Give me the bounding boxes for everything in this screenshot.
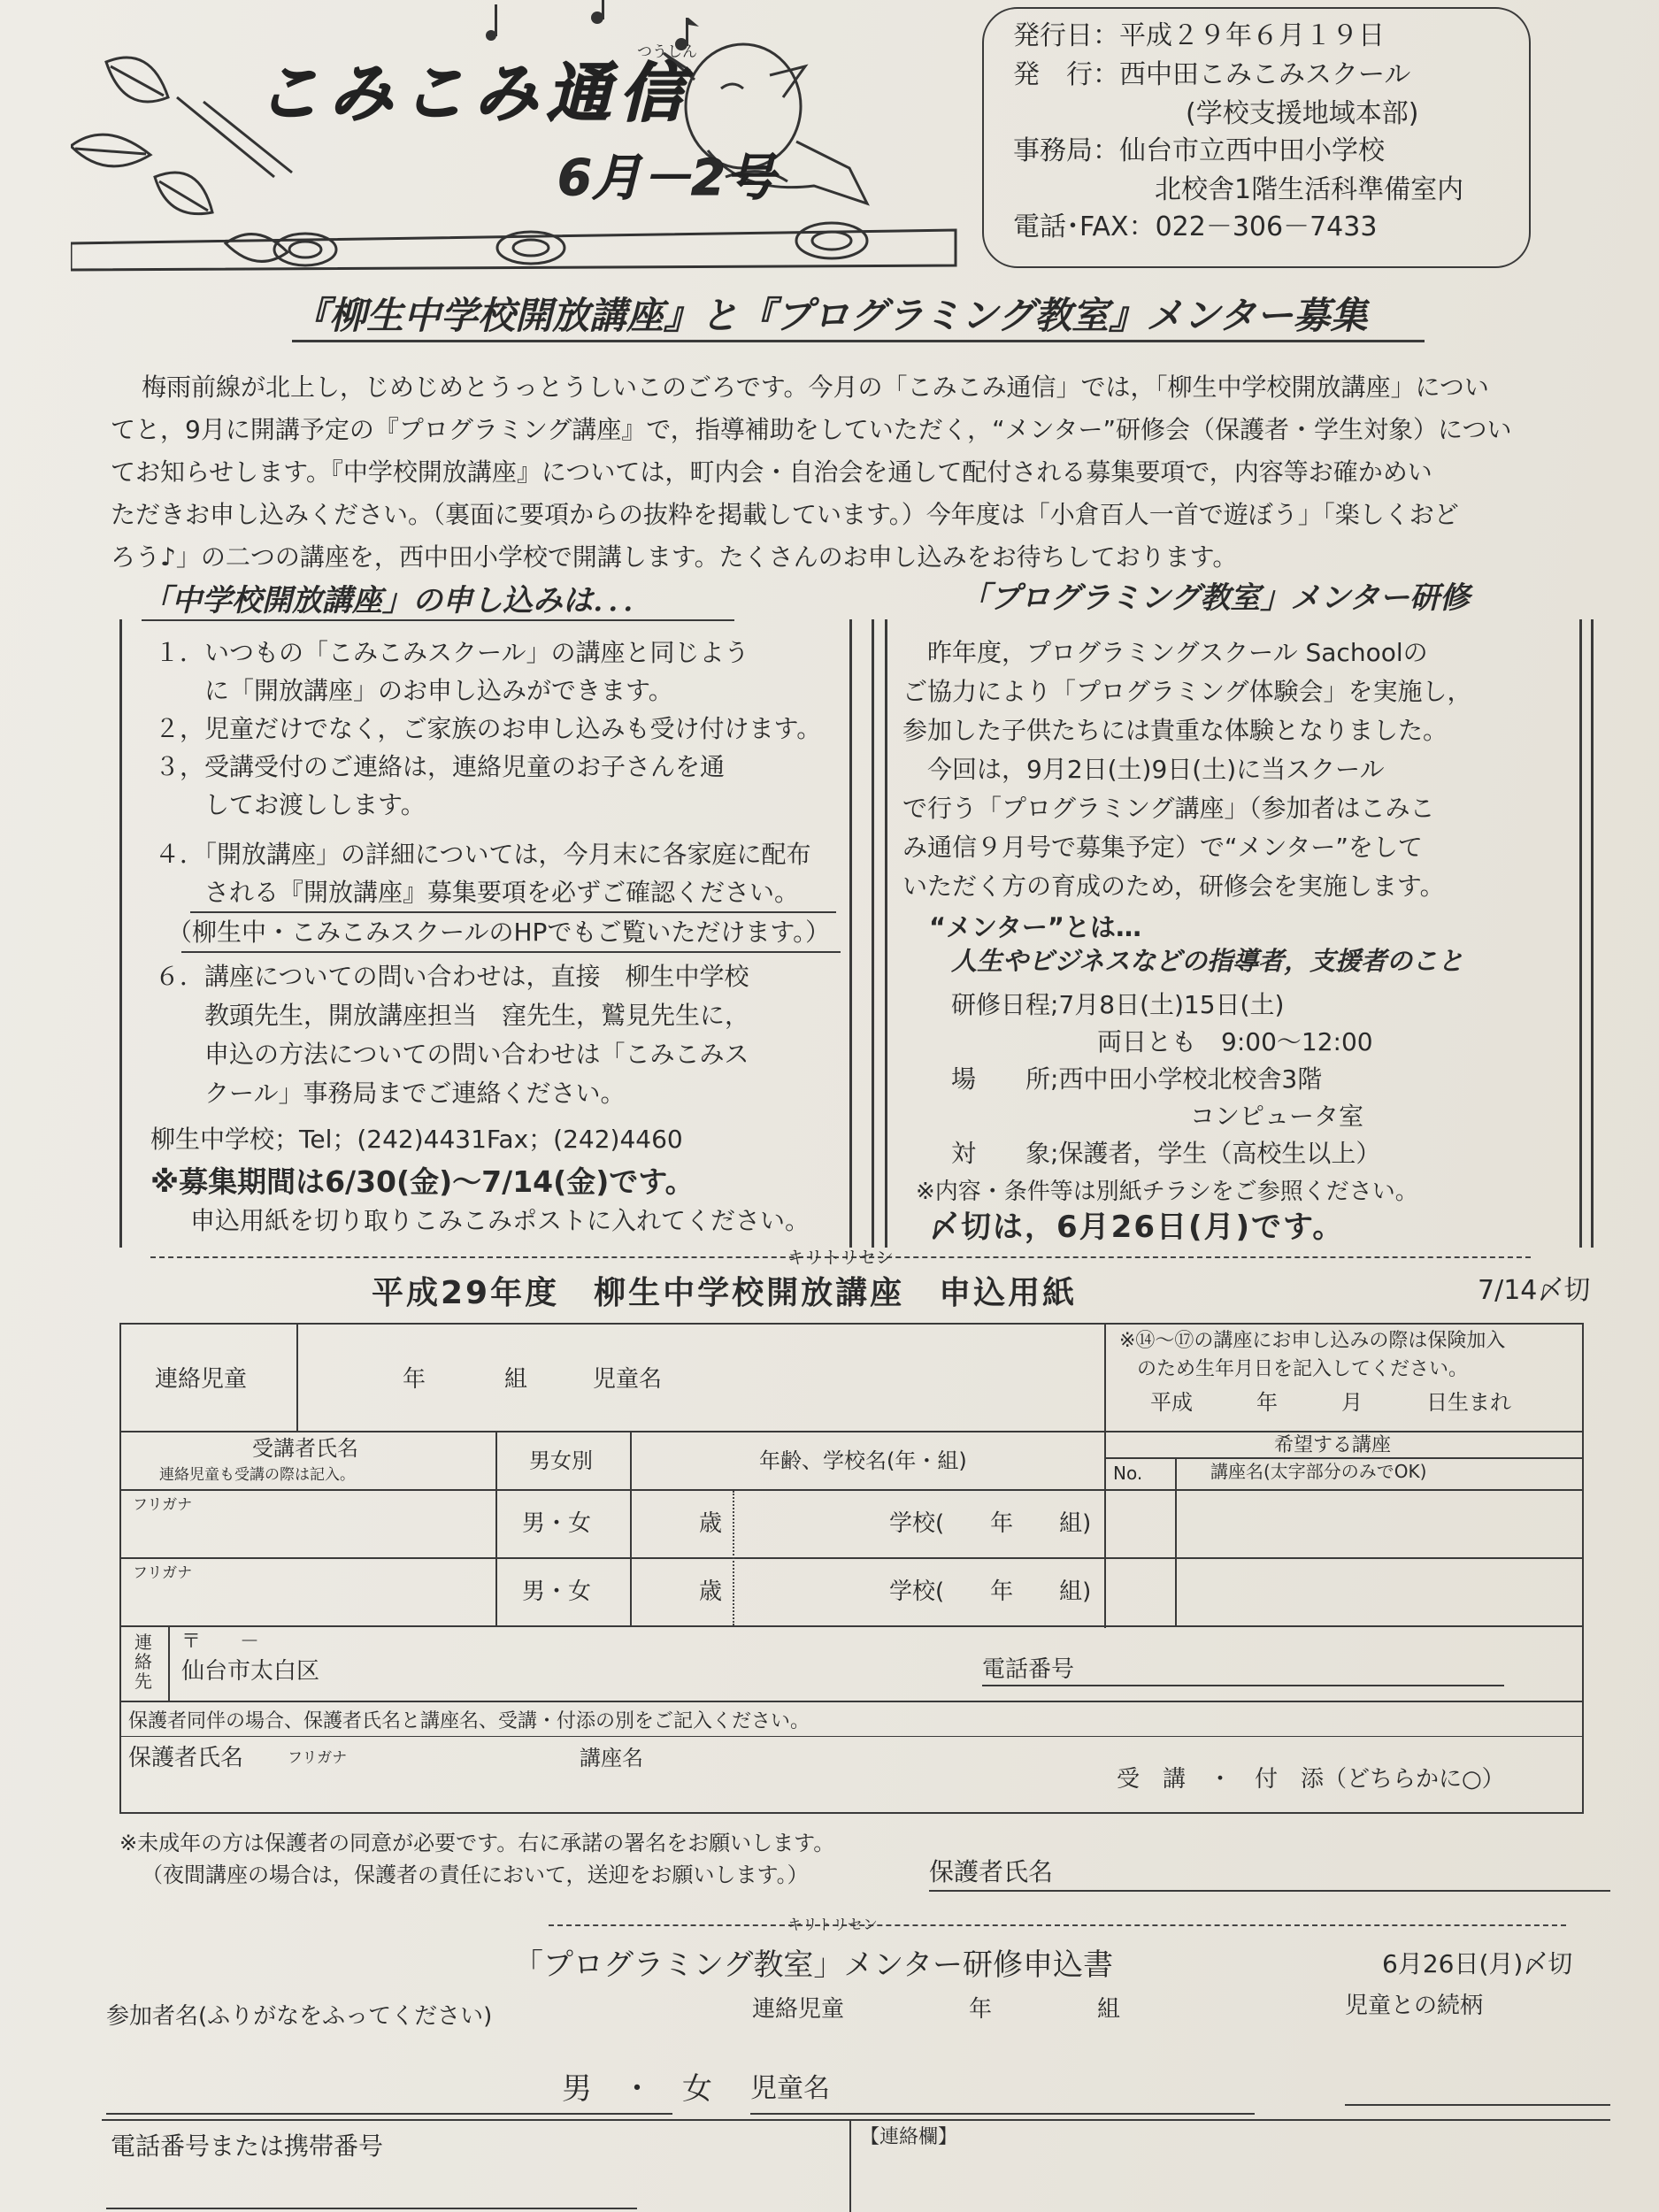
- guardian-note: 保護者同伴の場合、保護者氏名と講座名、受講・付添の別をご記入ください。: [128, 1710, 810, 1732]
- grade-label: 年: [403, 1366, 426, 1393]
- intro-line: ただきお申し込みください。（裏面に要項からの抜粋を掲載しています。）今年度は「小倉百人一首で遊ぼう」「楽しくおど: [111, 500, 1459, 529]
- relation-label: 児童との続柄: [1345, 1993, 1484, 2019]
- office-sub: 北校舎1階生活科準備室内: [1155, 174, 1464, 205]
- left-line: 申込の方法についての問い合わせは「こみこみス: [155, 1040, 749, 1069]
- consent-signature-line[interactable]: [929, 1890, 1610, 1892]
- contact-child-label: 連絡児童: [752, 1996, 845, 2023]
- gender-choice[interactable]: 男・女: [522, 1510, 592, 1537]
- cut-line-label: キリトリセン: [787, 1916, 878, 1934]
- relation-line[interactable]: [1345, 2104, 1610, 2106]
- grid-line: [630, 1431, 632, 1625]
- phone-label: 電話番号: [982, 1656, 1075, 1683]
- grid-line: [1104, 1323, 1106, 1628]
- phone-underline: [982, 1685, 1504, 1686]
- school-field[interactable]: 学校( 年 組): [889, 1510, 1092, 1537]
- training-place: 場 所;西中田小学校北校舎3階: [951, 1064, 1323, 1094]
- birthdate-field[interactable]: 平成 年 月 日生まれ: [1150, 1390, 1511, 1415]
- right-line: 昨年度，プログラミングスクール Sachoolの: [902, 638, 1428, 667]
- right-column-border: [1579, 619, 1582, 1248]
- school-field[interactable]: 学校( 年 組): [889, 1578, 1092, 1605]
- left-line: ６．講座についての問い合わせは，直接 柳生中学校: [155, 962, 749, 991]
- grid-line: [119, 1489, 1584, 1491]
- course-label: 講座名: [580, 1746, 643, 1770]
- office: 事務局：仙台市立西中田小学校: [1013, 135, 1385, 166]
- headline: 『柳生中学校開放講座』と『プログラミング教室』メンター募集: [292, 294, 1368, 337]
- phone-fax: 電話･FAX：022－306－7433: [1013, 211, 1378, 242]
- left-line: ２，児童だけでなく，ご家族のお申し込みも受け付けます。: [155, 714, 822, 743]
- gender-choice[interactable]: 男・女: [522, 1578, 592, 1605]
- header-illustration: [71, 0, 1000, 283]
- intro-line: 梅雨前線が北上し，じめじめとうっとうしいこのごろです。今月の「こみこみ通信」では，「柳生中学校開放講座」につい: [142, 373, 1489, 402]
- grid-line: [119, 1625, 1584, 1627]
- issue-date: 発行日：平成２９年６月１９日: [1013, 20, 1385, 51]
- child-name-label: 児童名: [593, 1366, 663, 1393]
- heading-underline: [142, 619, 734, 621]
- newsletter-title: こみこみ通信: [257, 56, 693, 130]
- right-line: 参加した子供たちには貴重な体験となりました。: [902, 716, 1448, 745]
- mentor-deadline: 〆切は，6月26日(月)です。: [929, 1210, 1345, 1245]
- grid-line: [119, 1557, 1584, 1559]
- grid-line: [296, 1323, 298, 1431]
- postal-field[interactable]: 〒 －: [181, 1631, 260, 1653]
- cut-line: [549, 1924, 1566, 1926]
- underline: [181, 951, 841, 953]
- memo-label: 【連絡欄】: [860, 2126, 958, 2148]
- consent-guardian-label: 保護者氏名: [929, 1857, 1054, 1886]
- grid-line: [119, 1431, 1584, 1432]
- left-column-border: [119, 619, 122, 1248]
- guardian-name-label: 保護者氏名: [128, 1745, 244, 1771]
- consent-note: （夜間講座の場合は，保護者の責任において，送迎をお願いします。）: [142, 1863, 809, 1887]
- form1-title: 平成29年度 柳生中学校開放講座 申込用紙: [372, 1275, 1078, 1311]
- grid-line: [168, 1625, 170, 1701]
- no-header: No.: [1113, 1463, 1143, 1484]
- training-room: コンピュータ室: [1190, 1102, 1364, 1131]
- mentor-heading: 「プログラミング教室」メンター研修: [960, 580, 1470, 616]
- phone-line[interactable]: [106, 2208, 637, 2209]
- contact-child-label: 連絡児童: [155, 1366, 248, 1393]
- form2-deadline: 6月26日(月)〆切: [1382, 1949, 1573, 1978]
- right-column-border: [885, 619, 887, 1248]
- right-line: ご協力により「プログラミング体験会」を実施し，: [902, 677, 1472, 706]
- title-furigana: つうしん: [637, 43, 697, 61]
- age-label: 歳: [699, 1578, 723, 1605]
- grid-line: [102, 2119, 1610, 2121]
- wish-course-header: 希望する講座: [1274, 1434, 1392, 1456]
- attendee-note: 連絡児童も受講の際は記入。: [159, 1466, 355, 1484]
- intro-line: ろう♪」の二つの講座を，西中田小学校で開講します。たくさんのお申し込みをお待ちしております。: [111, 542, 1238, 572]
- left-line: ３，受講受付のご連絡は，連絡児童のお子さんを通: [155, 752, 726, 781]
- child-name-line[interactable]: [750, 2113, 1255, 2115]
- reference-note: ※内容・条件等は別紙チラシをご参照ください。: [916, 1179, 1418, 1205]
- phone-label: 電話番号または携帯番号: [111, 2131, 384, 2161]
- school-contact: 柳生中学校；Tel；(242)4431Fax；(242)4460: [150, 1125, 683, 1154]
- left-line: ４．「開放講座」の詳細については，今月末に各家庭に配布: [155, 840, 811, 869]
- class-label: 組: [1097, 1996, 1121, 2023]
- right-line: 今回は，9月2日(土)9日(土)に当スクール: [902, 755, 1385, 784]
- attend-choice[interactable]: 受 講 ・ 付 添（どちらかに○）: [1117, 1766, 1505, 1793]
- furigana-label: フリガナ: [133, 1564, 193, 1582]
- address-field[interactable]: 仙台市太白区: [181, 1658, 320, 1685]
- open-course-heading: 「中学校開放講座」の申し込みは．．．: [142, 583, 653, 618]
- left-line: してお渡しします。: [155, 790, 426, 819]
- left-line: （柳生中・こみこみスクールのHPでもご覧いただけます。）: [155, 918, 831, 947]
- left-column-border: [849, 619, 852, 1248]
- grid-line: [733, 1491, 734, 1625]
- insurance-note: のため生年月日を記入してください。: [1137, 1358, 1469, 1380]
- course-name-header: 講座名(太字部分のみでOK): [1210, 1461, 1427, 1482]
- grid-line: [119, 1701, 1584, 1702]
- mentor-term: “メンター”とは…: [929, 912, 1141, 942]
- consent-note: ※未成年の方は保護者の同意が必要です。右に承諾の署名をお願いします。: [119, 1831, 835, 1855]
- headline-underline: [292, 340, 1425, 342]
- leaf-icon: [71, 58, 288, 261]
- furigana-label: フリガナ: [288, 1749, 348, 1767]
- participant-name-label: 参加者名(ふりがなをふってください): [106, 2003, 493, 2030]
- left-line: される『開放講座』募集要項を必ずご確認ください。: [155, 878, 800, 907]
- underline: [190, 911, 836, 913]
- application-period: ※募集期間は6/30(金)～7/14(金)です。: [150, 1164, 695, 1199]
- age-label: 歳: [699, 1510, 723, 1537]
- left-line: １．いつもの「こみこみスクール」の講座と同じよう: [155, 638, 749, 667]
- mentor-definition: 人生やビジネスなどの指導者，支援者のこと: [951, 946, 1464, 976]
- right-line: で行う「プログラミング講座」（参加者はこみこ: [902, 794, 1435, 823]
- left-line: に「開放講座」のお申し込みができます。: [155, 676, 673, 705]
- submission-note: 申込用紙を切り取りこみこみポストに入れてください。: [190, 1206, 810, 1235]
- right-column-border: [872, 619, 874, 1248]
- intro-line: てと，9月に開講予定の『プログラミング講座』で，指導補助をしていただく，“メンター”研修会（保護者・学生対象）につい: [111, 415, 1512, 444]
- gender-choice[interactable]: 男 ・ 女: [562, 2071, 712, 2107]
- left-line: 教頭先生，開放講座担当 窪先生，鷲見先生に，: [155, 1001, 750, 1030]
- training-time: 両日とも 9:00～12:00: [1097, 1027, 1373, 1056]
- furigana-label: フリガナ: [133, 1496, 193, 1514]
- grid-line: [495, 1431, 497, 1625]
- contact-label: 連絡先: [134, 1632, 152, 1692]
- form1-deadline: 7/14〆切: [1478, 1275, 1591, 1306]
- issue-number: 6月－2号: [557, 150, 775, 207]
- publisher-sub: (学校支援地域本部): [1186, 98, 1419, 129]
- intro-line: てお知らせします。『中学校開放講座』については，町内会・自治会を通して配付される募集要項で，内容等お確かめい: [111, 457, 1432, 487]
- insurance-note: ※⑭～⑰の講座にお申し込みの際は保険加入: [1119, 1330, 1506, 1352]
- grid-line: [1175, 1457, 1177, 1625]
- gender-header: 男女別: [529, 1448, 593, 1473]
- class-label: 組: [504, 1366, 528, 1393]
- child-name-label: 児童名: [750, 2073, 830, 2104]
- grade-label: 年: [969, 1996, 993, 2023]
- grid-line: [849, 2119, 851, 2212]
- age-school-header: 年齢、学校名(年・組): [759, 1448, 967, 1473]
- right-column-border: [1591, 619, 1594, 1248]
- training-target: 対 象;保護者，学生（高校生以上）: [951, 1139, 1381, 1168]
- left-line: クール」事務局までご連絡ください。: [155, 1079, 626, 1108]
- form2-title: 「プログラミング教室」メンター研修申込書: [513, 1947, 1113, 1983]
- attendee-name-header: 受講者氏名: [252, 1436, 358, 1461]
- participant-name-line[interactable]: [106, 2113, 672, 2115]
- publisher: 発 行：西中田こみこみスクール: [1013, 59, 1411, 90]
- grid-line: [119, 1736, 1584, 1737]
- cut-line-label: キリトリセン: [787, 1247, 894, 1268]
- right-line: み通信９月号で募集予定）で“メンター”をして: [902, 833, 1423, 862]
- right-line: いただく方の育成のため，研修会を実施します。: [902, 872, 1445, 901]
- training-schedule: 研修日程;7月8日(土)15日(土): [951, 990, 1285, 1019]
